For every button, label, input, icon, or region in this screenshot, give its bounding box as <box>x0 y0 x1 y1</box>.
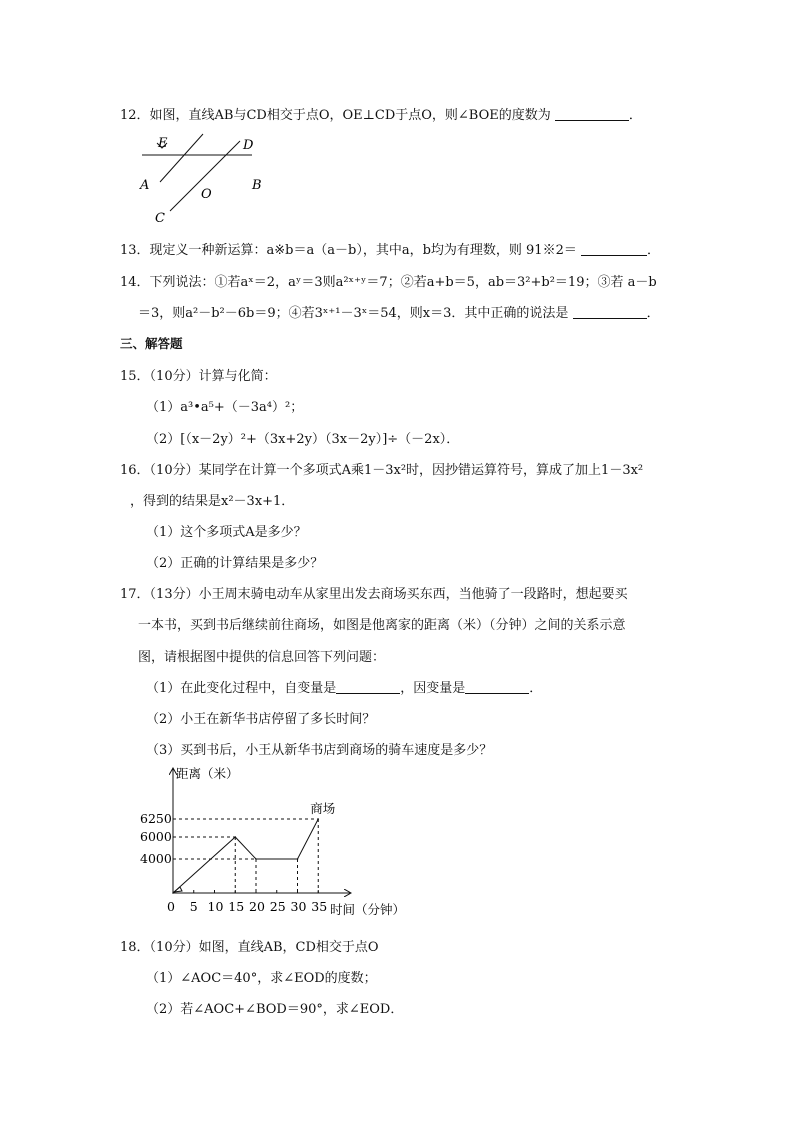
question-16-line-2: ，得到的结果是x²－3x+1． <box>130 494 295 509</box>
question-17-part-3: （3）买到书后，小王从新华书店到商场的骑车速度是多少？ <box>146 743 493 758</box>
answer-blank <box>581 241 647 256</box>
data-point <box>234 836 236 838</box>
distance-series-line <box>173 819 318 893</box>
question-14-text: ＝3，则a²－b²－6b＝9；④若3ˣ⁺¹－3ˣ＝54，则x＝3．其中正确的说法是 <box>138 306 569 321</box>
answer-blank <box>573 304 647 319</box>
question-16-part-2: （2）正确的计算结果是多少？ <box>146 556 324 571</box>
answer-blank-independent <box>336 679 400 694</box>
question-14-line-1: 14．下列说法：①若aˣ＝2，aʸ＝3则a²ˣ⁺ʸ＝7；②若a+b＝5，ab＝3²+b²＝19；③若 a－b <box>120 275 657 290</box>
x-axis-label: 时间（分钟） <box>330 902 406 917</box>
question-17-line-3: 图，请根据图中提供的信息回答下列问题： <box>138 650 386 665</box>
label-b: B <box>252 178 262 193</box>
start-marker <box>174 887 182 892</box>
x-tick-label: 10 <box>207 899 224 914</box>
answer-blank-dependent <box>465 679 529 694</box>
section-title: 三、解答题 <box>120 336 183 351</box>
label-c: C <box>155 211 165 226</box>
question-15-part-2: （2）[（x－2y）²+（3x+2y）（3x－2y）]÷（－2x）． <box>146 432 460 447</box>
question-17-line-1: 17．（13分）小王周末骑电动车从家里出发去商场买东西，当他骑了一段路时，想起要买 <box>120 587 628 602</box>
label-e: E <box>158 136 168 151</box>
intersecting-lines-figure <box>130 128 270 228</box>
question-13-text: 13．现定义一种新运算：a※b＝a（a－b），其中a，b均为有理数，则 91※2＝ <box>120 243 577 258</box>
label-a: A <box>140 178 150 193</box>
part-1-text-b: ，因变量是 <box>400 681 466 696</box>
period: ． <box>628 108 642 123</box>
mall-annotation: 商场 <box>310 801 336 816</box>
x-tick-label: 35 <box>311 899 328 914</box>
data-point <box>297 858 299 860</box>
question-16-part-1: （1）这个多项式A是多少？ <box>146 525 307 540</box>
period: ． <box>646 306 660 321</box>
question-17-part-1 <box>146 677 542 696</box>
question-17-part-2: （2）小王在新华书店停留了多长时间？ <box>146 712 376 727</box>
question-15-stem: 15．（10分）计算与化简： <box>120 369 277 384</box>
data-point <box>317 818 319 820</box>
x-tick-label: 20 <box>249 899 265 914</box>
label-d: D <box>243 138 254 153</box>
y-tick-label: 4000 <box>140 851 172 866</box>
x-tick-label: 25 <box>269 899 286 914</box>
period: ． <box>529 681 543 696</box>
question-13 <box>120 239 660 258</box>
y-tick-label: 6250 <box>140 811 172 826</box>
label-o: O <box>201 187 212 202</box>
answer-blank <box>555 106 629 121</box>
question-12 <box>120 104 642 123</box>
question-18-stem: 18．（10分）如图，直线AB，CD相交于点O <box>120 940 379 955</box>
x-tick-label: 15 <box>228 899 245 914</box>
period: ． <box>647 243 661 258</box>
question-17-line-2: 一本书，买到书后继续前往商场，如图是他离家的距离（米）（分钟）之间的关系示意 <box>138 618 626 633</box>
part-1-text-a: （1）在此变化过程中，自变量是 <box>146 681 337 696</box>
x-tick-label: 5 <box>189 899 198 914</box>
data-point <box>255 858 257 860</box>
question-12-text: 12．如图，直线AB与CD相交于点O，OE⊥CD于点O，则∠BOE的度数为 <box>120 108 551 123</box>
x-tick-label: 0 <box>167 899 175 914</box>
y-tick-label: 6000 <box>140 829 172 844</box>
question-14-line-2 <box>138 302 660 321</box>
x-tick-label: 30 <box>290 899 307 914</box>
distance-time-chart <box>130 762 420 922</box>
question-18-part-1: （1）∠AOC＝40°，求∠EOD的度数； <box>146 971 377 986</box>
question-16-line-1: 16．（10分）某同学在计算一个多项式A乘1－3x²时，因抄错运算符号，算成了加上1－3x² <box>120 463 644 478</box>
question-15-part-1: （1）a³•a⁵+（－3a⁴）²； <box>146 400 304 415</box>
y-axis-label: 距离（米） <box>176 766 239 781</box>
question-18-part-2: （2）若∠AOC+∠BOD＝90°，求∠EOD． <box>146 1002 404 1017</box>
